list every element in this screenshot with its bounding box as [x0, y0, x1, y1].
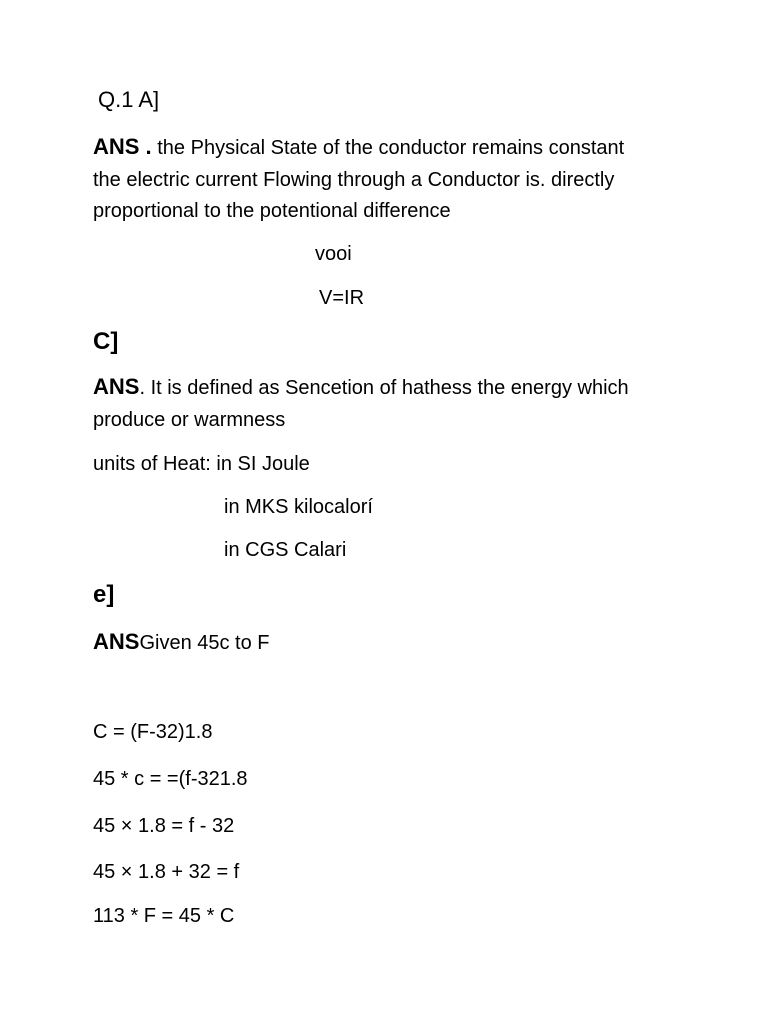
- formula-ohms-law: V=IR: [319, 287, 365, 309]
- answer-c-line2: produce or warmness: [93, 409, 286, 431]
- ans-label: ANS: [93, 629, 140, 654]
- answer-text: Given 45c to F: [139, 632, 270, 654]
- calc-step: 45 × 1.8 = f - 32: [93, 815, 235, 837]
- answer-e-given: [93, 626, 270, 659]
- answer-text: the Physical State of the conductor remains constant: [157, 137, 625, 159]
- calc-step: 45 * c = =(f-321.8: [93, 768, 248, 790]
- question-heading: Q.1 A]: [98, 87, 160, 112]
- answer-a-line2: the electric current Flowing through a Conductor is. directly: [93, 169, 615, 191]
- calc-step: C = (F-32)1.8: [93, 721, 213, 743]
- ans-label: ANS: [93, 374, 140, 399]
- section-e-heading: e]: [93, 581, 115, 608]
- units-mks: in MKS kilocalorí: [224, 496, 373, 518]
- answer-text: . It is defined as Sencetion of hathess the energy which: [139, 377, 629, 399]
- units-si: units of Heat: in SI Joule: [93, 453, 310, 475]
- answer-a-line3: proportional to the potentional difference: [93, 200, 451, 222]
- answer-c-line1: [93, 371, 629, 404]
- answer-a-line1: [93, 131, 624, 164]
- calc-step: 113 * F = 45 * C: [93, 905, 235, 927]
- ans-label: ANS .: [93, 134, 152, 159]
- section-c-heading: C]: [93, 328, 119, 355]
- calc-step: 45 × 1.8 + 32 = f: [93, 861, 240, 883]
- formula-proportional: vooi: [315, 243, 352, 265]
- units-cgs: in CGS Calari: [224, 539, 347, 561]
